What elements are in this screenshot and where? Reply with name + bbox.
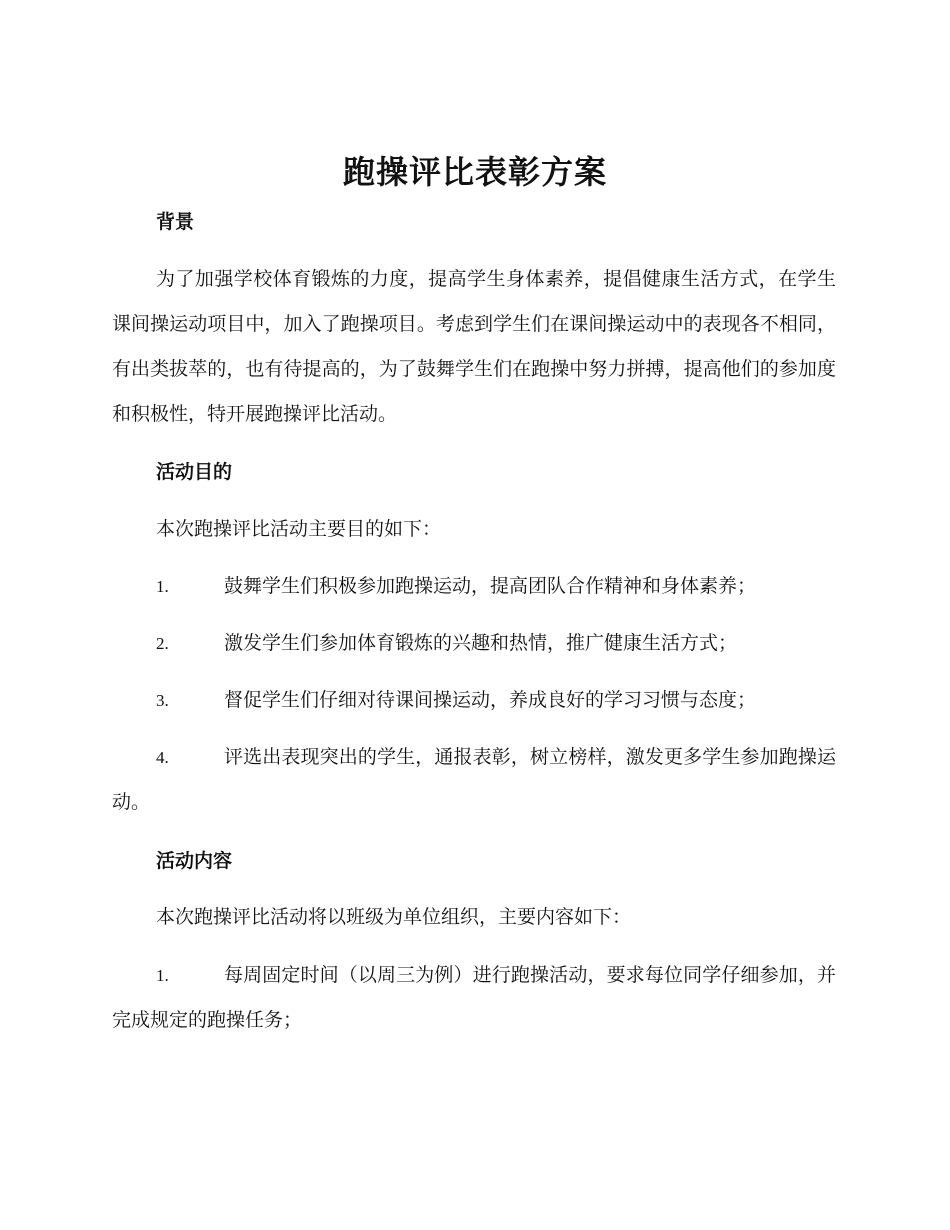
list-item-number: 4. (156, 748, 169, 767)
list-item-number: 1. (156, 966, 169, 985)
content-intro: 本次跑操评比活动将以班级为单位组织，主要内容如下： (156, 906, 632, 928)
list-item-number: 1. (156, 577, 169, 596)
list-item-number: 3. (156, 691, 169, 710)
list-item-text: 督促学生们仔细对待课间操运动，养成良好的学习习惯与态度； (224, 689, 757, 711)
purpose-list-item (112, 564, 836, 609)
purpose-list-item (112, 621, 836, 666)
purpose-list-item (112, 678, 836, 723)
section-heading-purpose: 活动目的 (156, 461, 233, 483)
document-title: 跑操评比表彰方案 (342, 153, 607, 191)
list-item-text: 鼓舞学生们积极参加跑操运动，提高团队合作精神和身体素养； (224, 575, 757, 597)
section-heading-background: 背景 (156, 211, 195, 233)
list-item-text: 每周固定时间（以周三为例）进行跑操活动，要求每位同学仔细参加，并完成规定的跑操任务； (112, 964, 836, 1031)
background-paragraph: 为了加强学校体育锻炼的力度，提高学生身体素养，提倡健康生活方式，在学生课间操运动项目中，加入了跑操项目。考虑到学生们在课间操运动中的表现各不相同，有出类拔萃的，也有待提高的，为了鼓舞学生们在跑操中努力拼搏，提高他们的参加度和积极性，特开展跑操评比活动。 (112, 268, 836, 425)
content-list-item (112, 953, 836, 1043)
section-heading-content: 活动内容 (156, 850, 233, 872)
list-item-text: 激发学生们参加体育锻炼的兴趣和热情，推广健康生活方式； (224, 632, 738, 654)
list-item-text: 评选出表现突出的学生，通报表彰，树立榜样，激发更多学生参加跑操运动。 (112, 746, 836, 813)
purpose-list-item (112, 735, 836, 825)
purpose-intro: 本次跑操评比活动主要目的如下： (156, 518, 442, 540)
list-item-number: 2. (156, 634, 169, 653)
